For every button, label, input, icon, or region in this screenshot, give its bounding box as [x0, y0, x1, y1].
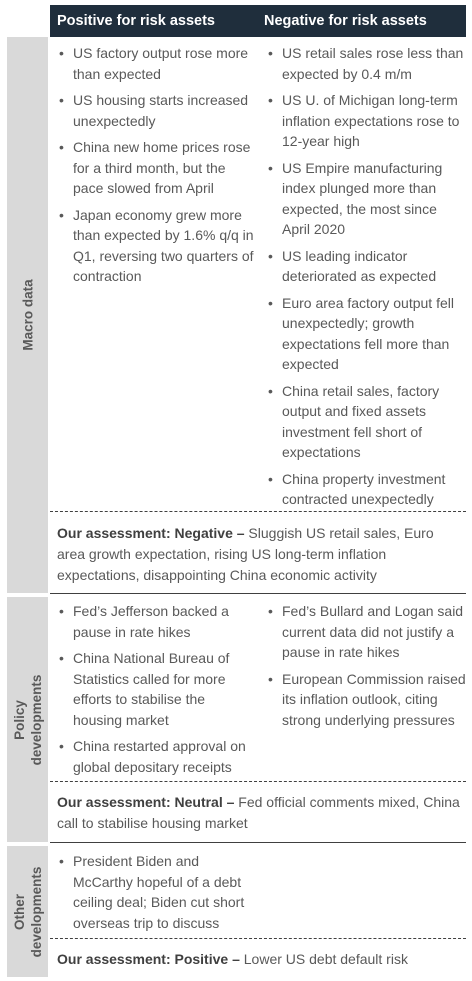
list-item: • China new home prices rose for a third month, but the pace slowed from April: [59, 139, 251, 196]
macro-negative-list: [266, 43, 466, 516]
list-item: • US leading indicator deteriorated as expected: [268, 247, 437, 284]
assessment-macro: Our assessment: Negative – Sluggish US retail sales, Euro area growth expectation, rising US long-term inflation expectations, disappointing China economic activity: [57, 525, 434, 583]
list-item: • US factory output rose more than expected: [59, 45, 249, 82]
divider: [50, 511, 466, 512]
policy-label: Policy developments: [11, 674, 44, 765]
section-macro: [0, 37, 472, 593]
policy-positive-list: [57, 601, 257, 783]
divider: [50, 781, 466, 782]
section-other: [0, 846, 472, 977]
list-item: • President Biden and McCarthy hopeful of a debt ceiling deal; Biden cut short overseas trip to discuss: [59, 853, 245, 931]
list-item: • Fed’s Jefferson backed a pause in rate hikes: [59, 603, 229, 640]
section-label-macro: [7, 37, 48, 593]
divider: [50, 938, 466, 939]
section-policy: [0, 597, 472, 842]
table-header: [50, 5, 466, 37]
list-item: • US retail sales rose less than expected by 0.4 m/m: [268, 45, 464, 82]
other-positive-list: [57, 851, 257, 939]
macro-label: Macro data: [20, 279, 35, 351]
policy-negative-list: [266, 601, 466, 736]
list-item: • Euro area factory output fell unexpectedly; growth expectations fell more than expected: [268, 294, 454, 372]
list-item: • US Empire manufacturing index plunged more than expected, the most since April 2020: [268, 159, 443, 237]
macro-positive-list: [57, 43, 257, 293]
section-label-policy: [7, 597, 48, 842]
list-item: • China property investment contracted unexpectedly: [268, 470, 446, 507]
list-item: • US housing starts increased unexpectedly: [59, 92, 249, 129]
assessment-policy: Our assessment: Neutral – Fed official comments mixed, China call to stabilise housing market: [57, 794, 460, 831]
other-label: Other developments: [11, 866, 44, 957]
divider: [50, 593, 466, 594]
list-item: • China restarted approval on global depositary receipts: [59, 738, 246, 775]
list-item: • European Commission raised its inflation outlook, citing strong underlying pressures: [268, 670, 466, 728]
list-item: • Japan economy grew more than expected by 1.6% q/q in Q1, reversing two quarters of contraction: [59, 206, 254, 284]
section-label-other: [7, 846, 48, 977]
list-item: • US U. of Michigan long-term inflation expectations rose to 12-year high: [268, 92, 460, 149]
header-negative: Negative for risk assets: [264, 13, 427, 29]
list-item: • China National Bureau of Statistics called for more efforts to stabilise the housing market: [59, 650, 230, 728]
list-item: • China retail sales, factory output and fixed assets investment fell short of expectations: [268, 382, 440, 460]
assessment-other: Our assessment: Positive – Lower US debt default risk: [57, 951, 408, 967]
header-positive: Positive for risk assets: [57, 13, 215, 29]
divider: [50, 842, 466, 843]
list-item: • Fed’s Bullard and Logan said current data did not justify a pause in rate hikes: [268, 603, 464, 660]
